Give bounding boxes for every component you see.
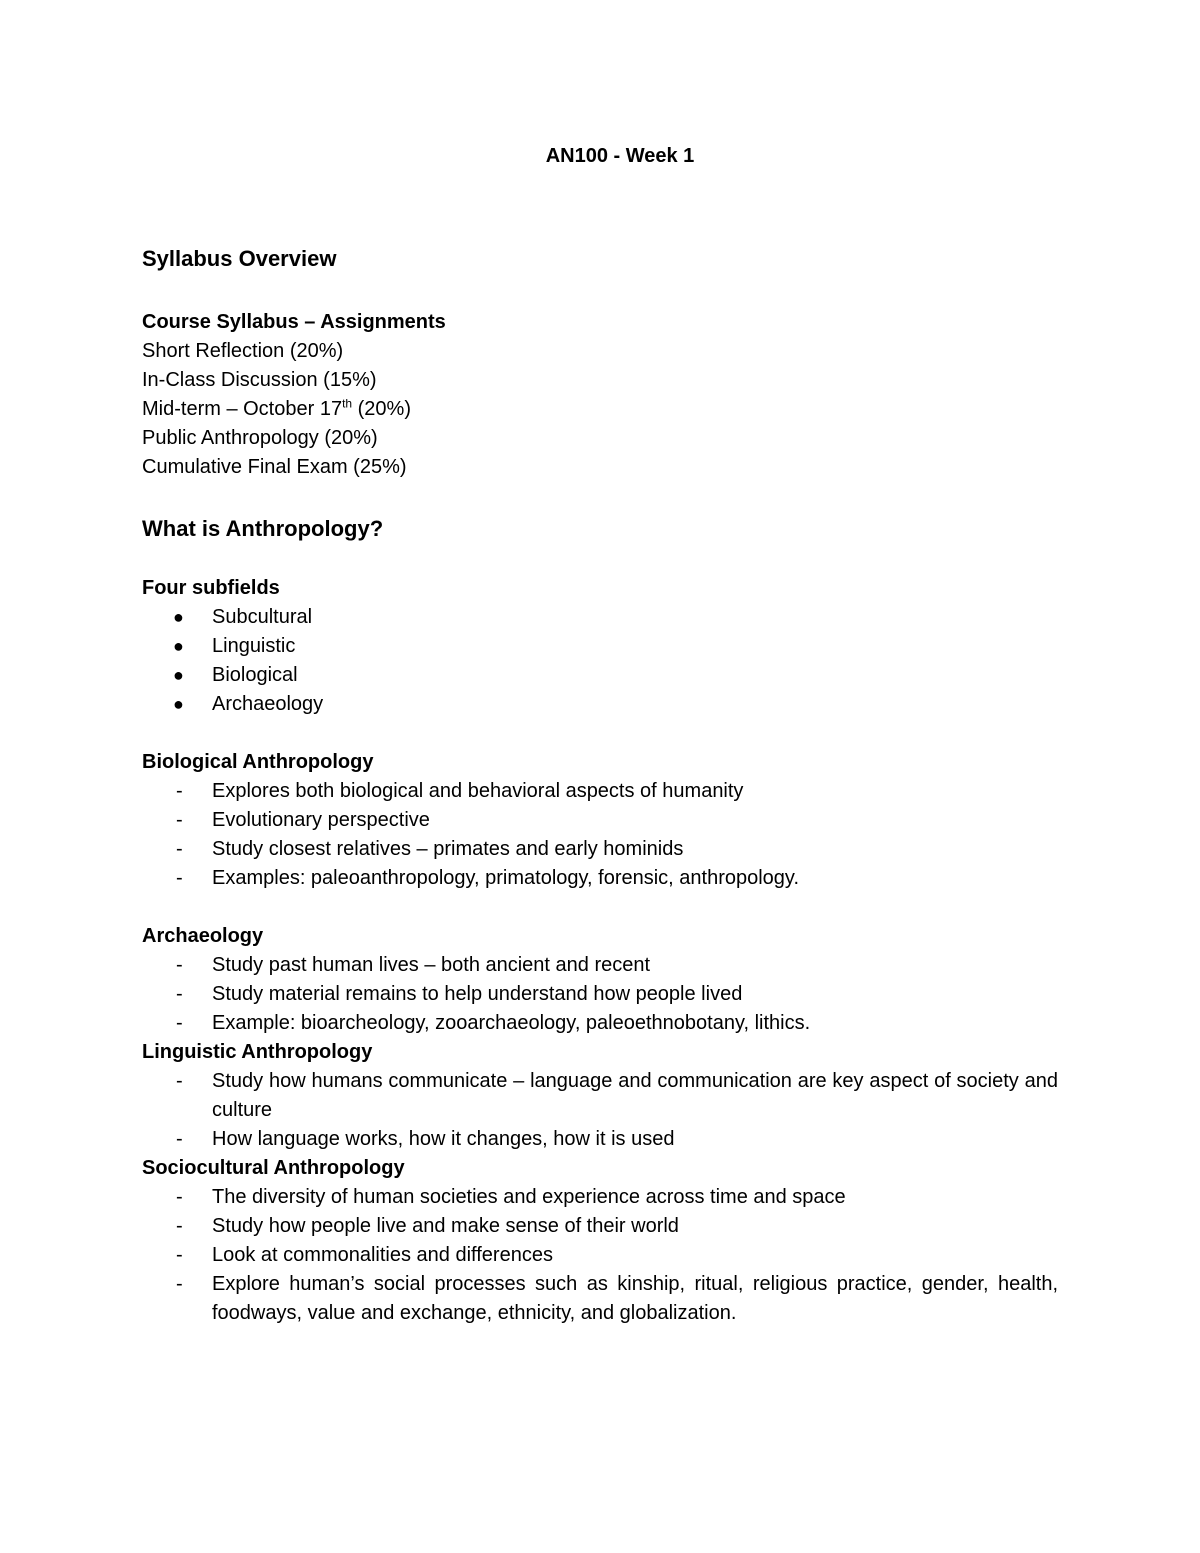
dash-icon: - xyxy=(176,1128,183,1150)
list-item xyxy=(142,1125,1058,1154)
list-item-text: Explores both biological and behavioral aspects of humanity xyxy=(212,780,744,802)
list-item-text: Look at commonalities and differences xyxy=(212,1244,553,1266)
list-item-text: How language works, how it changes, how it is used xyxy=(212,1128,675,1150)
list-item xyxy=(142,1212,1058,1241)
dash-icon: - xyxy=(176,809,183,831)
assignment-line: Cumulative Final Exam (25%) xyxy=(142,456,407,478)
list-item xyxy=(142,806,1058,835)
document-content xyxy=(142,138,1058,1328)
syllabus-overview-heading: Syllabus Overview xyxy=(142,246,337,271)
list-item xyxy=(142,1270,1058,1328)
list-item-text: Archaeology xyxy=(212,693,324,715)
linguistic-anthropology-subheading: Linguistic Anthropology xyxy=(142,1041,373,1063)
list-item-text: Study closest relatives – primates and early hominids xyxy=(212,838,684,860)
archaeology-subheading: Archaeology xyxy=(142,925,264,947)
list-item xyxy=(142,1067,1058,1125)
list-item-text: Evolutionary perspective xyxy=(212,809,430,831)
course-syllabus-subheading: Course Syllabus – Assignments xyxy=(142,311,446,333)
list-item xyxy=(142,603,1058,632)
list-item-text: Study how people live and make sense of their world xyxy=(212,1215,679,1237)
four-subfields-subheading: Four subfields xyxy=(142,577,280,599)
dash-icon: - xyxy=(176,1244,183,1266)
list-item xyxy=(142,661,1058,690)
biological-list xyxy=(142,777,1058,893)
list-item xyxy=(142,980,1058,1009)
bullet-icon: ● xyxy=(173,607,184,627)
spacer xyxy=(142,719,1058,748)
midterm-text: Mid-term – October 17 xyxy=(142,398,343,420)
list-item xyxy=(142,1009,1058,1038)
list-item xyxy=(142,864,1058,893)
bullet-icon: ● xyxy=(173,665,184,685)
assignment-line: Short Reflection (20%) xyxy=(142,340,344,362)
list-item-text: Subcultural xyxy=(212,606,313,628)
list-item xyxy=(142,1241,1058,1270)
midterm-superscript: th xyxy=(342,396,353,411)
list-item xyxy=(142,1183,1058,1212)
list-item-text: Study how humans communicate – language and communication are key aspect of society and culture xyxy=(212,1070,1058,1121)
list-item-text: Biological xyxy=(212,664,298,686)
list-item xyxy=(142,951,1058,980)
assignment-line: Public Anthropology (20%) xyxy=(142,427,378,449)
dash-icon: - xyxy=(176,1215,183,1237)
spacer xyxy=(142,893,1058,922)
what-is-anthropology-heading: What is Anthropology? xyxy=(142,516,384,541)
archaeology-list xyxy=(142,951,1058,1038)
list-item xyxy=(142,690,1058,719)
dash-icon: - xyxy=(176,1070,183,1092)
assignment-line: In-Class Discussion (15%) xyxy=(142,369,377,391)
dash-icon: - xyxy=(176,867,183,889)
dash-icon: - xyxy=(176,1186,183,1208)
list-item-text: Example: bioarcheology, zooarchaeology, paleoethnobotany, lithics. xyxy=(212,1012,811,1034)
biological-anthropology-subheading: Biological Anthropology xyxy=(142,751,374,773)
dash-icon: - xyxy=(176,1273,183,1295)
midterm-weight: (20%) xyxy=(352,398,411,420)
list-item-text: Explore human’s social processes such as kinship, ritual, religious practice, gender, health, foodways, value and exchange, ethnicity, and globalization. xyxy=(212,1273,1058,1324)
assignment-line-midterm xyxy=(142,395,1058,424)
bullet-icon: ● xyxy=(173,636,184,656)
sociocultural-list xyxy=(142,1183,1058,1328)
bullet-icon: ● xyxy=(173,694,184,714)
list-item xyxy=(142,632,1058,661)
linguistic-list xyxy=(142,1067,1058,1154)
list-item xyxy=(142,777,1058,806)
dash-icon: - xyxy=(176,780,183,802)
document-title: AN100 - Week 1 xyxy=(545,145,695,167)
list-item-text: Study material remains to help understand how people lived xyxy=(212,983,743,1005)
list-item-text: The diversity of human societies and experience across time and space xyxy=(212,1186,846,1208)
list-item-text: Linguistic xyxy=(212,635,296,657)
dash-icon: - xyxy=(176,1012,183,1034)
dash-icon: - xyxy=(176,838,183,860)
dash-icon: - xyxy=(176,983,183,1005)
subfields-list xyxy=(142,603,1058,719)
list-item-text: Study past human lives – both ancient and recent xyxy=(212,954,651,976)
dash-icon: - xyxy=(176,954,183,976)
list-item xyxy=(142,835,1058,864)
list-item-text: Examples: paleoanthropology, primatology, forensic, anthropology. xyxy=(212,867,800,889)
sociocultural-anthropology-subheading: Sociocultural Anthropology xyxy=(142,1157,405,1179)
